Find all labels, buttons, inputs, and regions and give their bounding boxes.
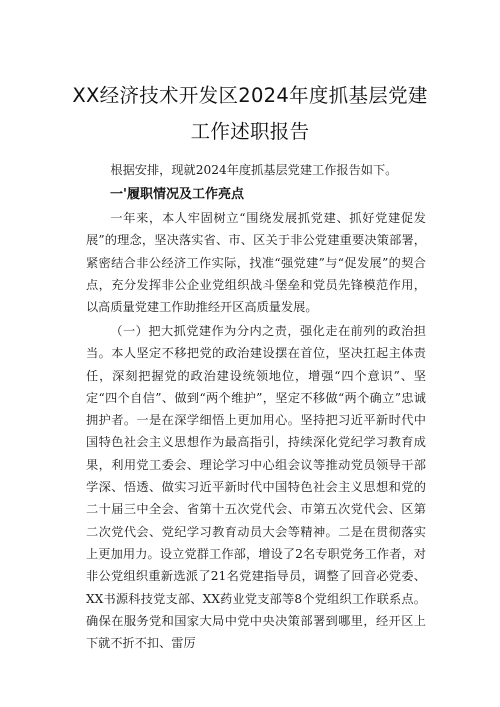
document-title-line1: XX经济技术开发区2024年度抓基层党建 xyxy=(72,84,428,107)
section-heading: 一'履职情况及工作亮点 xyxy=(110,187,244,202)
intro-paragraph: 根据安排，现就2024年度抓基层党建工作报告如下。 xyxy=(110,163,398,177)
body-paragraph-2: （一）把大抓党建作为分内之责，强化走在前列的政治担当。本人坚定不移把党的政治建设摆在首位，坚决扛起主体责任，深刻把握党的政治建设统领地位，增强“四个意识”、坚定“四个自信”、做到“两个维护”，坚定不移做“两个确立”忠诚拥护者。一是在深学细悟上更加用心。坚持把习近平新时代中国特色社会主义思想作为最高指引，持续深化党纪学习教育成果，利用党工委会、理论学习中心组会议等推动党员领导干部学深、悟透、做实习近平新时代中国特色社会主义思想和党的二十届三中全会、省第十五次党代会、市第五次党代会、区第二次党代会、党纪学习教育动员大会等精神。二是在贯彻落实上更加用力。设立党群工作部，增设了2名专职党务工作者，对非公党组织重新选派了21名党建指导员，调整了回音必党委、XX书源科技党支部、XX药业党支部等8个党组织工作联系点。确保在服务党和国家大局中党中央决策部署到哪里，经开区上下就不折不扣、雷厉 xyxy=(86,324,426,651)
document-title-line2: 工作述职报告 xyxy=(190,120,310,143)
body-paragraph-1: 一年来，本人牢固树立“围绕发展抓党建、抓好党建促发展”的理念，坚决落实省、市、区关于非公党建重要决策部署，紧密结合非公经济工作实际，找准“强党建”与“促发展”的契合点，充分发挥非公企业党组织战斗堡垒和党员先锋模范作用，以高质量党建工作助推经开区高质量发展。 xyxy=(86,211,426,315)
